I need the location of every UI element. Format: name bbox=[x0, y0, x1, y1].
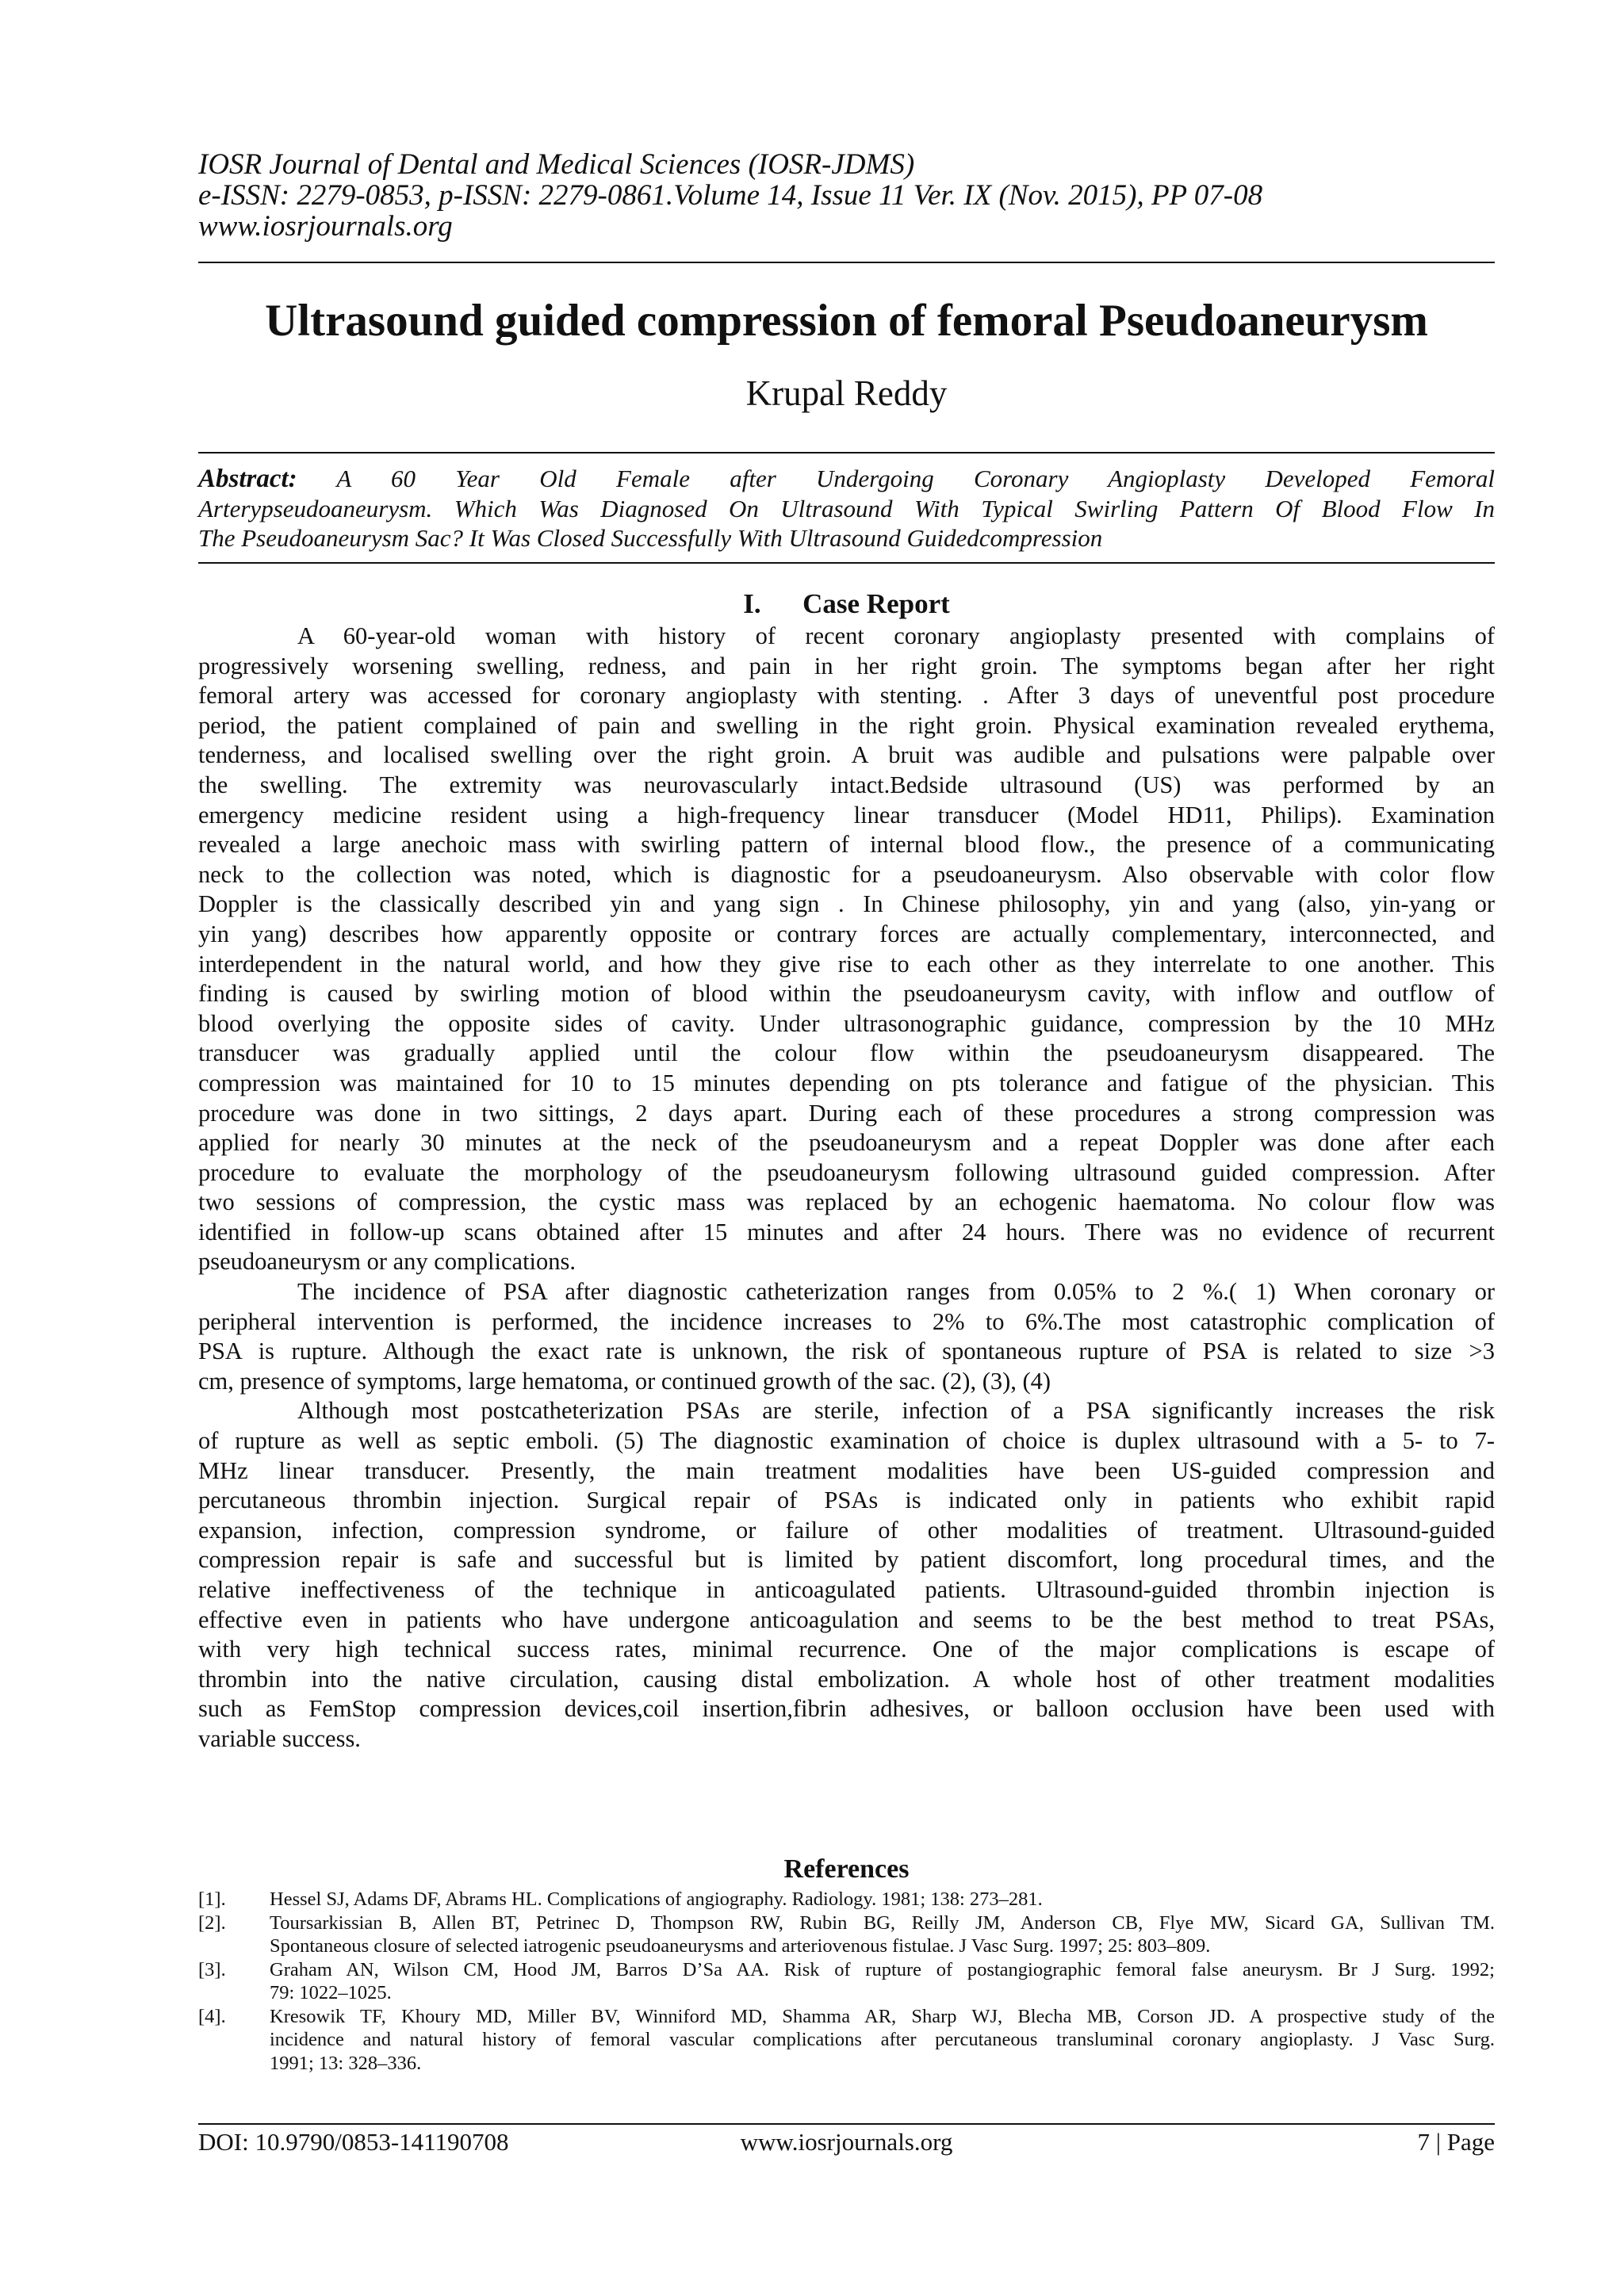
reference-number: [4]. bbox=[198, 2005, 226, 2027]
body-line: yin yang) describes how apparently opposite or contrary forces are actually complementary, interconnected, and bbox=[198, 920, 1495, 947]
section-number: I. bbox=[743, 588, 761, 619]
reference-item bbox=[198, 1888, 1495, 1911]
reference-line: 79: 1022–1025. bbox=[270, 1982, 392, 2003]
body-line: Although most postcatheterization PSAs are sterile, infection of a PSA significantly increases the risk bbox=[297, 1397, 1495, 1425]
abstract-line: Arterypseudoaneurysm. Which Was Diagnosed On Ultrasound With Typical Swirling Pattern Of Blood Flow In bbox=[198, 495, 1495, 522]
author-name: Krupal Reddy bbox=[745, 373, 948, 413]
reference-line: Kresowik TF, Khoury MD, Miller BV, Winniford MD, Shamma AR, Sharp WJ, Blecha MB, Corson JD. A prospective study of the bbox=[270, 2005, 1495, 2027]
body-line: such as FemStop compression devices,coil insertion,fibrin adhesives, or balloon occlusion have been used with bbox=[198, 1695, 1495, 1723]
body-line: PSA is rupture. Although the exact rate is unknown, the risk of spontaneous rupture of PSA is related to size >3 bbox=[198, 1337, 1495, 1365]
reference-item bbox=[198, 1911, 1495, 1958]
reference-line: Hessel SJ, Adams DF, Abrams HL. Complications of angiography. Radiology. 1981; 138: 273–281. bbox=[270, 1888, 1043, 1910]
abstract-line: The Pseudoaneurysm Sac? It Was Closed Successfully With Ultrasound Guidedcompression bbox=[198, 524, 1103, 552]
reference-text bbox=[270, 1958, 1495, 2005]
body-line: effective even in patients who have undergone anticoagulation and seems to be the best method to treat PSAs, bbox=[198, 1605, 1495, 1633]
body-line: interdependent in the natural world, and how they give rise to each other as they interrelate to one another. This bbox=[198, 950, 1495, 978]
footer-divider bbox=[198, 2123, 1495, 2125]
header-divider bbox=[198, 262, 1495, 263]
body-line: Doppler is the classically described yin and yang sign . In Chinese philosophy, yin and yang (also, yin-yang or bbox=[198, 890, 1495, 918]
body-line: MHz linear transducer. Presently, the main treatment modalities have been US-guided compression and bbox=[198, 1456, 1495, 1484]
issn-line: e-ISSN: 2279-0853, p-ISSN: 2279-0861.Volume 14, Issue 11 Ver. IX (Nov. 2015), PP 07-08 bbox=[198, 179, 1263, 212]
body-line: cm, presence of symptoms, large hematoma, or continued growth of the sac. (2), (3), (4) bbox=[198, 1367, 1051, 1395]
abstract-text: A 60 Year Old Female after Undergoing Coronary Angioplasty Developed Femoral bbox=[297, 465, 1495, 492]
page-footer bbox=[198, 2127, 1495, 2159]
body-line: compression repair is safe and successful but is limited by patient discomfort, long procedural times, and the bbox=[198, 1546, 1495, 1574]
reference-line: Graham AN, Wilson CM, Hood JM, Barros D’Sa AA. Risk of rupture of postangiographic femoral false aneurysm. Br J Surg. 1992; bbox=[270, 1958, 1495, 1980]
references-heading: References bbox=[783, 1854, 910, 1884]
reference-number: [1]. bbox=[198, 1888, 226, 1910]
body-line: femoral artery was accessed for coronary angioplasty with stenting. . After 3 days of uneventful post procedure bbox=[198, 682, 1495, 710]
journal-name: IOSR Journal of Dental and Medical Sciences (IOSR-JDMS) bbox=[198, 148, 915, 181]
body-line: peripheral intervention is performed, the incidence increases to 2% to 6%.The most catastrophic complication of bbox=[198, 1307, 1495, 1335]
doi-text: DOI: 10.9790/0853-141190708 bbox=[198, 2128, 509, 2156]
journal-website: www.iosrjournals.org bbox=[198, 210, 453, 243]
abstract-bottom-divider bbox=[198, 562, 1495, 564]
reference-line: Spontaneous closure of selected iatrogenic pseudoaneurysms and arteriovenous fistulae. J Vasc Surg. 1997; 25: 803–809. bbox=[270, 1935, 1211, 1957]
body-line: emergency medicine resident using a high-frequency linear transducer (Model HD11, Philips). Examination bbox=[198, 801, 1495, 828]
body-line: the swelling. The extremity was neurovascularly intact.Bedside ultrasound (US) was performed by an bbox=[198, 771, 1495, 798]
reference-item bbox=[198, 2005, 1495, 2076]
body-line: neck to the collection was noted, which is diagnostic for a pseudoaneurysm. Also observable with color flow bbox=[198, 860, 1495, 888]
reference-number: [3]. bbox=[198, 1958, 226, 1980]
body-line: compression was maintained for 10 to 15 minutes depending on pts tolerance and fatigue of the physician. This bbox=[198, 1069, 1495, 1096]
body-line: relative ineffectiveness of the technique in anticoagulated patients. Ultrasound-guided thrombin injection is bbox=[198, 1576, 1495, 1603]
body-line: pseudoaneurysm or any complications. bbox=[198, 1248, 576, 1276]
reference-line: 1991; 13: 328–336. bbox=[270, 2052, 422, 2074]
abstract-label: Abstract: bbox=[198, 465, 297, 493]
section-heading bbox=[198, 588, 1495, 620]
body-line: two sessions of compression, the cystic mass was replaced by an echogenic haematoma. No colour flow was bbox=[198, 1188, 1495, 1216]
reference-item bbox=[198, 1958, 1495, 2005]
references-list bbox=[198, 1888, 1495, 2075]
article-title: Ultrasound guided compression of femoral Pseudoaneurysm bbox=[265, 296, 1428, 346]
body-line: thrombin into the native circulation, causing distal embolization. A whole host of other treatment modalities bbox=[198, 1665, 1495, 1693]
reference-text bbox=[270, 1888, 1495, 1911]
body-line: A 60-year-old woman with history of recent coronary angioplasty presented with complains of bbox=[297, 622, 1495, 649]
body-line: identified in follow-up scans obtained after 15 minutes and after 24 hours. There was no evidence of recurrent bbox=[198, 1218, 1495, 1246]
body-line: percutaneous thrombin injection. Surgical repair of PSAs is indicated only in patients who exhibit rapid bbox=[198, 1487, 1495, 1514]
section-title: Case Report bbox=[802, 588, 950, 619]
journal-header bbox=[198, 149, 1495, 242]
body-line: with very high technical success rates, minimal recurrence. One of the major complications is escape of bbox=[198, 1636, 1495, 1663]
reference-line: Toursarkissian B, Allen BT, Petrinec D, Thompson RW, Rubin BG, Reilly JM, Anderson CB, Flye MW, Sicard GA, Sullivan TM. bbox=[270, 1911, 1495, 1934]
body-line: expansion, infection, compression syndrome, or failure of other modalities of treatment. Ultrasound-guided bbox=[198, 1516, 1495, 1544]
body-line: of rupture as well as septic emboli. (5) The diagnostic examination of choice is duplex ultrasound with a 5- to 7- bbox=[198, 1427, 1495, 1455]
abstract bbox=[198, 464, 1495, 553]
reference-text bbox=[270, 2005, 1495, 2076]
footer-website: www.iosrjournals.org bbox=[740, 2128, 953, 2156]
body-line: procedure was done in two sittings, 2 days apart. During each of these procedures a strong compression was bbox=[198, 1099, 1495, 1127]
reference-number: [2]. bbox=[198, 1911, 226, 1934]
body-line: transducer was gradually applied until the colour flow within the pseudoaneurysm disappeared. The bbox=[198, 1039, 1495, 1067]
body-line: blood overlying the opposite sides of cavity. Under ultrasonographic guidance, compression by the 10 MHz bbox=[198, 1009, 1495, 1037]
body-line: tenderness, and localised swelling over the right groin. A bruit was audible and pulsations were palpable over bbox=[198, 741, 1495, 769]
abstract-line bbox=[198, 464, 1495, 494]
body-line: procedure to evaluate the morphology of the pseudoaneurysm following ultrasound guided compression. After bbox=[198, 1158, 1495, 1186]
body-line: progressively worsening swelling, redness, and pain in her right groin. The symptoms began after her right bbox=[198, 652, 1495, 679]
body-line: variable success. bbox=[198, 1724, 361, 1752]
body-text bbox=[198, 622, 1495, 1755]
page-number: 7 | Page bbox=[1417, 2128, 1495, 2156]
body-line: finding is caused by swirling motion of blood within the pseudoaneurysm cavity, with inflow and outflow of bbox=[198, 980, 1495, 1008]
body-line: revealed a large anechoic mass with swirling pattern of internal blood flow., the presence of a communicating bbox=[198, 831, 1495, 859]
body-line: applied for nearly 30 minutes at the neck of the pseudoaneurysm and a repeat Doppler was done after each bbox=[198, 1129, 1495, 1157]
abstract-top-divider bbox=[198, 452, 1495, 453]
reference-line: incidence and natural history of femoral vascular complications after percutaneous transluminal coronary angioplasty. J Vasc Surg. bbox=[270, 2029, 1495, 2050]
body-line: period, the patient complained of pain and swelling in the right groin. Physical examination revealed erythema, bbox=[198, 711, 1495, 739]
body-line: The incidence of PSA after diagnostic catheterization ranges from 0.05% to 2 %.( 1) When coronary or bbox=[297, 1278, 1495, 1306]
reference-text bbox=[270, 1911, 1495, 1958]
